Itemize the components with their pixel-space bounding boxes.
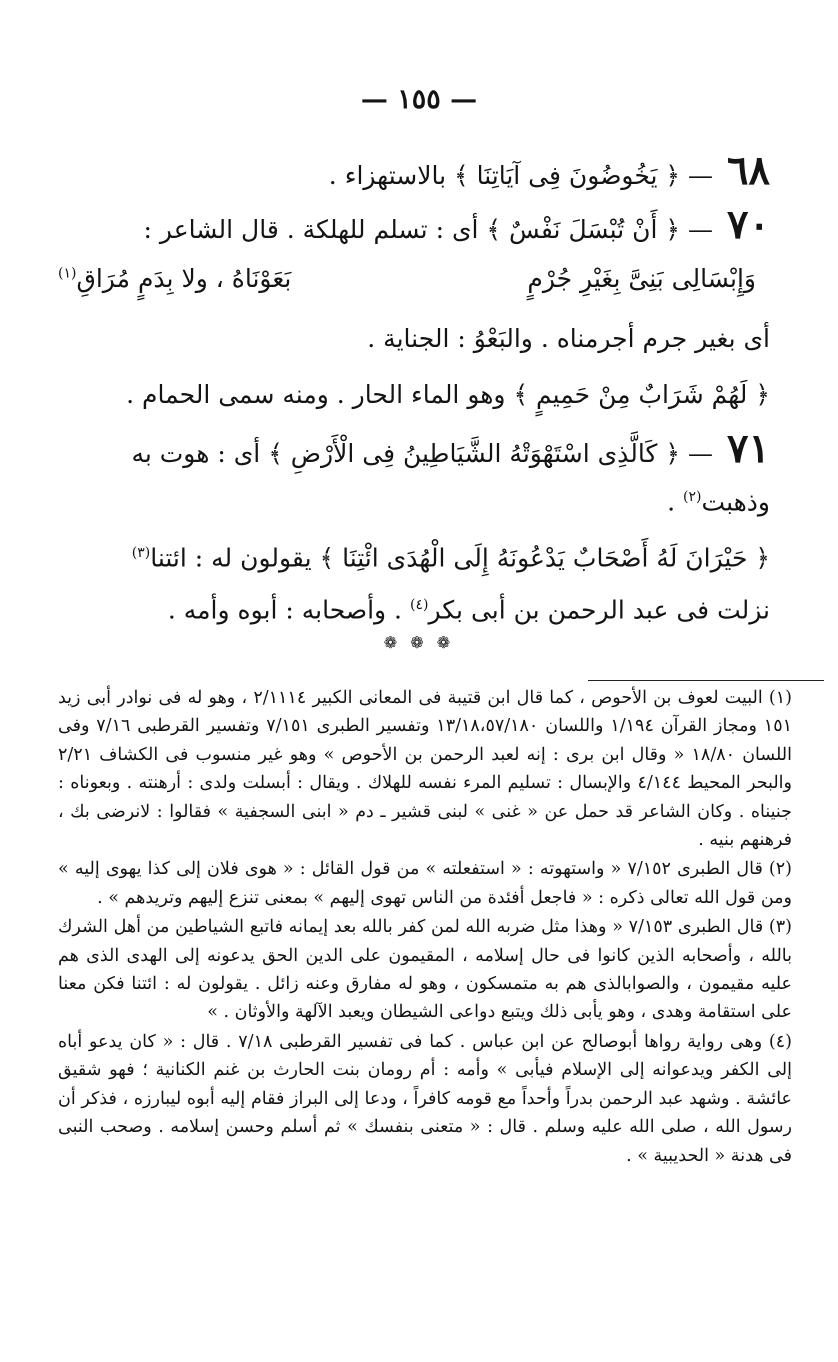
footnote-3: (٣) قال الطبرى ٧/١٥٣ « وهذا مثل ضربه الله لمن كفر بالله بعد إيمانه فاتبع الشياطين من أهل الشرك بالله ، وأصحابه الذين كانوا فى حال إسلامه ، المقيمون على الدين الحق يدعونه إلى الهدى الذى هم عليه مقيمون ، والصوابالذى هم به متمسكون ، وهو له مفارق وعنه زائل . يقولون له : ائتنا فكن معنا على استقامة وهدى ، وهو يأبى ذلك ويتبع دواعى الشيطان ويعبد الآلهة والأوثان . » — [58, 917, 792, 1023]
footnotes — [58, 684, 792, 1171]
footnote-ref: (٢) — [683, 489, 702, 505]
verse-number: ٦٨ — [727, 147, 770, 194]
verse-gloss: أى : تسلم للهلكة . قال الشاعر : — [143, 215, 479, 244]
poem-hemistich-second — [58, 264, 291, 293]
hamim-line — [126, 372, 770, 418]
quran-quote: ﴿ كَالَّذِى اسْتَهْوَتْهُ الشَّيَاطِينُ فِى الْأَرْضِ ﴾ — [268, 439, 681, 468]
section-separator: ❁ ❁ ❁ — [383, 633, 455, 652]
quran-quote: ﴿ لَهُمْ شَرَابٌ مِنْ حَمِيمٍ ﴾ — [513, 380, 770, 409]
poem-text: بَعَوْنَاهُ ، ولا بِدَمٍ مُرَاقِ — [76, 264, 292, 293]
nazalat-line — [168, 582, 770, 633]
footnote-ref: (١) — [58, 265, 77, 282]
footnote-ref: (٤) — [409, 597, 429, 613]
quran-quote: ﴿ يَخُوضُونَ فِى آيَاتِنَا ﴾ — [454, 161, 681, 190]
footnote-ref: (٣) — [131, 545, 151, 561]
verse-gloss: وذهبت — [701, 487, 770, 517]
verse-71-continuation: وذهبت$^{(٢)}$ . — [667, 487, 770, 517]
verse-gloss: بالاستهزاء . — [328, 161, 447, 190]
verse-number: ٧٠ — [727, 201, 770, 248]
verse-gloss: نزلت فى عبد الرحمن بن أبى بكر — [428, 595, 770, 625]
footnote-rule — [588, 680, 824, 681]
verse-number: ٧١ — [727, 425, 770, 472]
page-number: — ١٥٥ — — [360, 84, 478, 115]
verse-gloss: . وأصحابه : أبوه وأمه . — [167, 595, 403, 625]
quran-quote: ﴿ أَنْ تُبْسَلَ نَفْسٌ ﴾ — [486, 215, 681, 244]
verse-70-line: ٧٠—﴿ أَنْ تُبْسَلَ نَفْسٌ ﴾ أى : تسلم للهلكة . قال الشاعر : — [143, 201, 770, 248]
verse-gloss: وهو الماء الحار . ومنه سمى الحمام . — [126, 380, 506, 409]
hayran-line — [132, 530, 770, 581]
verse-71-line: ٧١—﴿ كَالَّذِى اسْتَهْوَتْهُ الشَّيَاطِينُ فِى الْأَرْضِ ﴾ أى : هوت به — [131, 425, 770, 472]
verse-gloss: أى : هوت به — [131, 439, 261, 468]
footnote-1: (١) البيت لعوف بن الأحوص ، كما قال ابن قتيبة فى المعانى الكبير ٢/١١١٤ ، وهو له فى نوادر أبى زيد ١٥١ ومجاز القرآن ١/١٩٤ واللسان ١٣/١٨،٥٧/١٨٠ وتفسير الطبرى ٧/١٥١ وتفسير القرطبى ٧/١٦ وفى اللسان ١٨/٨٠ « وقال ابن برى : إنه لعبد الرحمن بن الأحوص » وهو غير منسوب فى الكشاف ٢/٢١ والبحر المحيط ٤/١٤٤ والإبسال : تسليم المرء نفسه للهلاك . ويقال : أبسلت ولدى : أرهنته . وبعوناه : جنيناه . وكان الشاعر قد حمل عن « غنى » لبنى قشير ـ دم « ابنى السجفية » فقالوا : لانرضى بك ، فرهنهم بنيه . — [58, 688, 792, 851]
verse-gloss: يقولون له : ائتنا — [150, 543, 312, 573]
footnote-4: (٤) وهى رواية رواها أبوصالح عن ابن عباس . كما فى تفسير القرطبى ٧/١٨ . قال : « كان يدعو أباه إلى الكفر ويدعوانه إلى الإسلام فيأبى » وأمه : أم رومان بنت الحارث بن غنم الكنانية ؛ فهو شقيق عائشة . وشهد عبد الرحمن بدراً وأحداً مع قومه كافراً ، ودعا إلى البراز فقام إليه أبوه ليبارزه ، فذكر أن رسول الله ، صلى الله عليه وسلم . قال : « متعنى بنفسك » ثم أسلم وحسن إسلامه . وصحب النبى فى هدنة « الحديبية » . — [58, 1031, 792, 1166]
gloss-line: أى بغير جرم أجرمناه . والبَعْوُ : الجناية . — [367, 324, 770, 353]
quran-quote: ﴿ حَيْرَانَ لَهُ أَصْحَابٌ يَدْعُونَهُ إِلَى الْهُدَى ائْتِنَا ﴾ — [319, 543, 770, 573]
poem-hemistich-first: وَإِبْسَالِى بَنِىَّ بِغَيْرِ جُرْمٍ — [527, 264, 756, 293]
verse-68-line: ٦٨—﴿ يَخُوضُونَ فِى آيَاتِنَا ﴾ بالاستهزاء . — [328, 147, 770, 194]
footnote-2: (٢) قال الطبرى ٧/١٥٢ « واستهوته : « استفعلته » من قول القائل : « هوى فلان إلى كذا يهوى إليه » ومن قول الله تعالى ذكره : « فاجعل أفئدة من الناس تهوى إليهم » بمعنى تنزع إليهم وتريدهم » . — [58, 859, 792, 908]
